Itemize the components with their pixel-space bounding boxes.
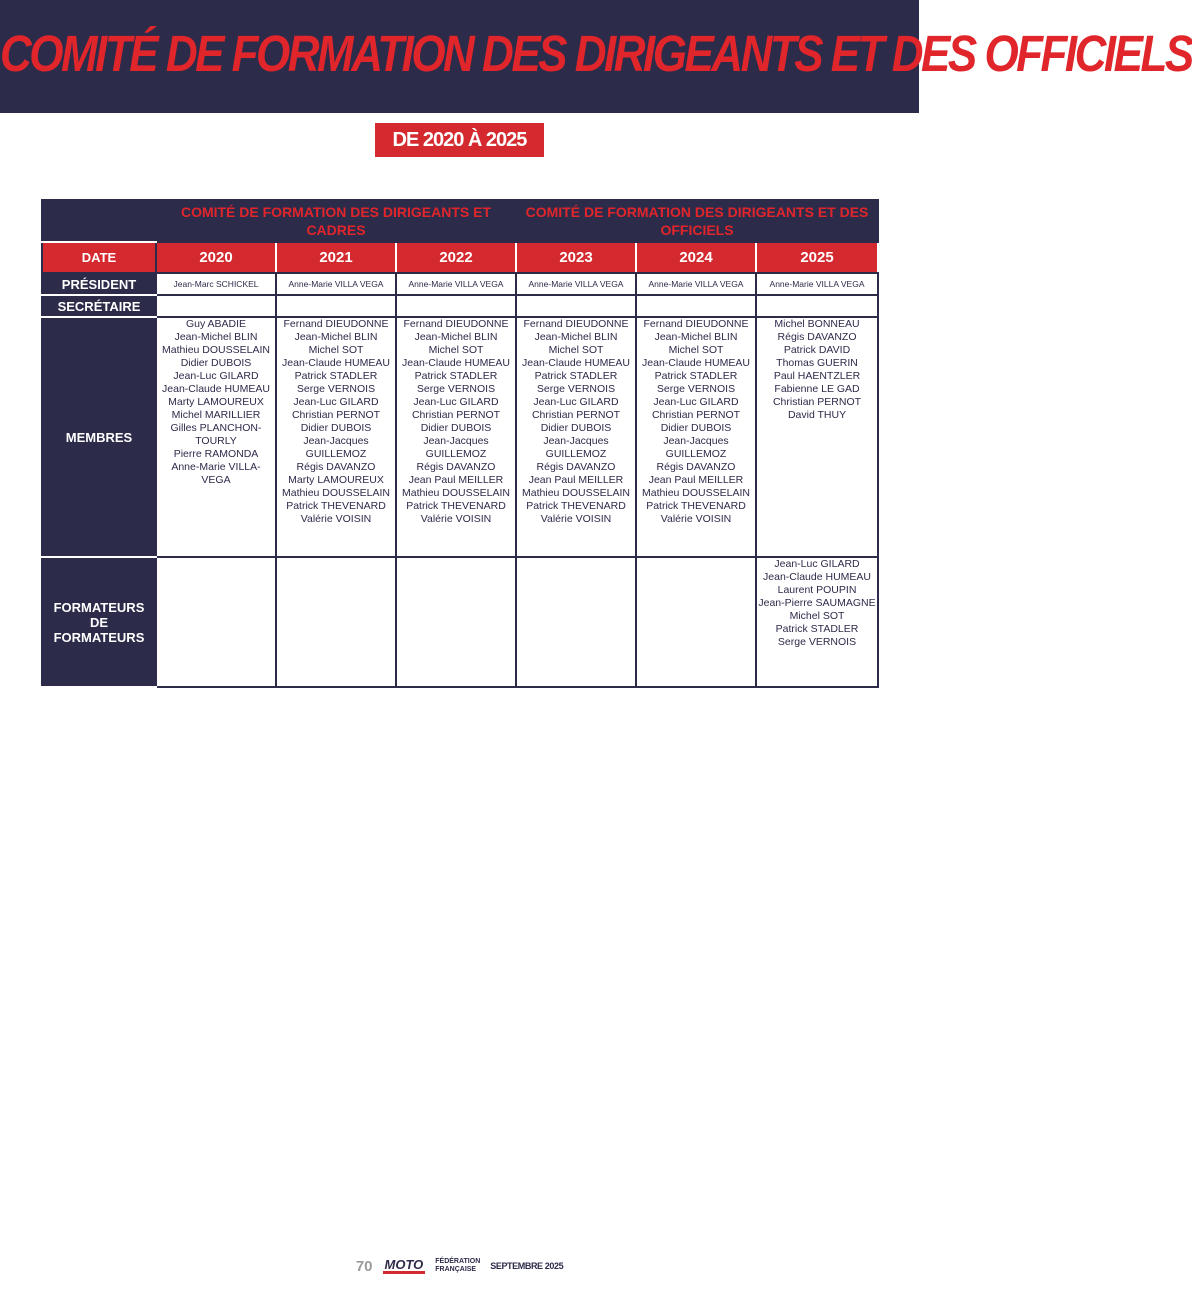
member-name: Régis DAVANZO <box>416 461 496 473</box>
member-name: Fabienne LE GAD <box>774 383 860 395</box>
page-footer <box>0 1255 919 1277</box>
formateurs-cell <box>276 557 396 687</box>
member-name: Christian PERNOT <box>772 396 862 408</box>
member-name: Jean-Claude HUMEAU <box>763 571 871 583</box>
member-name: Jean-Michel BLIN <box>534 331 618 343</box>
member-name: Valérie VOISIN <box>660 513 732 525</box>
member-name: Jean-Michel BLIN <box>294 331 378 343</box>
president-cell: Anne-Marie VILLA VEGA <box>396 273 516 295</box>
president-cell: Anne-Marie VILLA VEGA <box>756 273 878 295</box>
member-name: Mathieu DOUSSELAIN <box>642 487 750 499</box>
member-name: Jean Paul MEILLER <box>648 474 744 486</box>
member-name: Jean-Michel BLIN <box>654 331 738 343</box>
member-name: Jean-Claude HUMEAU <box>642 357 750 369</box>
president-cell: Anne-Marie VILLA VEGA <box>516 273 636 295</box>
group-header-cadres: COMITÉ DE FORMATION DES DIRIGEANTS ET CADRES <box>156 200 516 242</box>
member-name: Fernand DIEUDONNE <box>283 318 389 330</box>
member-name: Marty LAMOUREUX <box>288 474 384 486</box>
member-name: Michel BONNEAU <box>774 318 860 330</box>
corner-cell <box>42 200 156 242</box>
year-2020: 2020 <box>156 242 276 273</box>
member-name: Patrick DAVID <box>783 344 851 356</box>
member-name: Jean-Claude HUMEAU <box>402 357 510 369</box>
federation-line-1: FÉDÉRATION <box>435 1258 481 1265</box>
formateurs-cell <box>756 557 878 687</box>
year-2025: 2025 <box>756 242 878 273</box>
secretaire-label: SECRÉTAIRE <box>42 295 156 317</box>
secretaire-cell <box>756 295 878 317</box>
member-name: Jean-Luc GILARD <box>533 396 619 408</box>
member-name: Michel SOT <box>308 344 364 356</box>
year-2021: 2021 <box>276 242 396 273</box>
member-name: Patrick STADLER <box>414 370 498 382</box>
title-banner <box>0 0 1192 113</box>
member-name: Fernand DIEUDONNE <box>643 318 749 330</box>
member-name: Jean-Claude HUMEAU <box>522 357 630 369</box>
member-name: Marty LAMOUREUX <box>168 396 264 408</box>
member-name: Thomas GUERIN <box>776 357 858 369</box>
committee-table <box>41 199 879 688</box>
federation-line-2: FRANÇAISE <box>435 1266 477 1273</box>
president-cell: Jean-Marc SCHICKEL <box>156 273 276 295</box>
member-name: Patrick THEVENARD <box>286 500 386 512</box>
date-label: DATE <box>42 242 156 273</box>
member-name: Valérie VOISIN <box>300 513 372 525</box>
member-name: Jean-Michel BLIN <box>174 331 258 343</box>
member-name: Michel SOT <box>668 344 724 356</box>
secretaire-cell <box>636 295 756 317</box>
secretaire-cell <box>516 295 636 317</box>
year-2024: 2024 <box>636 242 756 273</box>
date-row <box>42 242 878 273</box>
member-name: Didier DUBOIS <box>660 422 732 434</box>
members-cell <box>516 317 636 557</box>
member-name: Laurent POUPIN <box>777 584 857 596</box>
member-name: Patrick STADLER <box>294 370 378 382</box>
member-name: David THUY <box>787 409 847 421</box>
member-name: Patrick STADLER <box>775 623 859 635</box>
members-cell <box>636 317 756 557</box>
member-name: Paul HAENTZLER <box>773 370 861 382</box>
secretaire-row <box>42 295 878 317</box>
member-name: Jean-Luc GILARD <box>413 396 499 408</box>
member-name: Serge VERNOIS <box>296 383 376 395</box>
member-name: Patrick STADLER <box>654 370 738 382</box>
secretaire-cell <box>396 295 516 317</box>
group-header-officiels: COMITÉ DE FORMATION DES DIRIGEANTS ET DES OFFICIELS <box>516 200 878 242</box>
member-name: Jean Paul MEILLER <box>528 474 624 486</box>
member-name: Fernand DIEUDONNE <box>523 318 629 330</box>
member-name: Michel SOT <box>548 344 604 356</box>
member-name: Jean-Luc GILARD <box>774 558 860 570</box>
member-name: Serge VERNOIS <box>656 383 736 395</box>
member-name: Christian PERNOT <box>651 409 741 421</box>
member-name: Jean-Jacques GUILLEMOZ <box>543 435 609 460</box>
member-name: Pierre RAMONDA <box>173 448 259 460</box>
member-name: Christian PERNOT <box>531 409 621 421</box>
member-name: Patrick THEVENARD <box>526 500 626 512</box>
moto-logo: MOTO <box>384 1257 424 1272</box>
member-name: Patrick STADLER <box>534 370 618 382</box>
member-name: Didier DUBOIS <box>420 422 492 434</box>
group-header-row <box>42 200 878 242</box>
year-2022: 2022 <box>396 242 516 273</box>
member-name: Serge VERNOIS <box>777 636 857 648</box>
formateurs-cell <box>156 557 276 687</box>
page-title: COMITÉ DE FORMATION DES DIRIGEANTS ET DES OFFICIELS <box>0 26 1192 83</box>
formateurs-row <box>42 557 878 687</box>
member-name: Jean-Jacques GUILLEMOZ <box>303 435 369 460</box>
year-2023: 2023 <box>516 242 636 273</box>
member-name: Mathieu DOUSSELAIN <box>522 487 630 499</box>
member-name: Patrick THEVENARD <box>646 500 746 512</box>
member-name: Jean-Claude HUMEAU <box>162 383 270 395</box>
member-name: Régis DAVANZO <box>296 461 376 473</box>
members-row <box>42 317 878 557</box>
member-name: Serge VERNOIS <box>416 383 496 395</box>
member-name: Patrick THEVENARD <box>406 500 506 512</box>
formateurs-cell <box>396 557 516 687</box>
member-name: Fernand DIEUDONNE <box>403 318 509 330</box>
page-number: 70 <box>355 1257 373 1275</box>
secretaire-cell <box>156 295 276 317</box>
secretaire-cell <box>276 295 396 317</box>
member-name: Régis DAVANZO <box>656 461 736 473</box>
member-name: Michel SOT <box>428 344 484 356</box>
formateurs-cell <box>516 557 636 687</box>
member-name: Valérie VOISIN <box>540 513 612 525</box>
members-cell <box>396 317 516 557</box>
president-cell: Anne-Marie VILLA VEGA <box>276 273 396 295</box>
member-name: Jean-Jacques GUILLEMOZ <box>663 435 729 460</box>
member-name: Didier DUBOIS <box>540 422 612 434</box>
period-badge: DE 2020 À 2025 <box>375 123 544 157</box>
federation-name <box>435 1258 480 1274</box>
member-name: Michel SOT <box>789 610 845 622</box>
member-name: Jean-Claude HUMEAU <box>282 357 390 369</box>
member-name: Christian PERNOT <box>411 409 501 421</box>
member-name: Jean-Luc GILARD <box>653 396 739 408</box>
member-name: Jean-Luc GILARD <box>293 396 379 408</box>
president-cell: Anne-Marie VILLA VEGA <box>636 273 756 295</box>
member-name: Guy ABADIE <box>185 318 247 330</box>
member-name: Gilles PLANCHON-TOURLY <box>170 422 262 447</box>
president-row <box>42 273 878 295</box>
formateurs-label: FORMATEURS DE FORMATEURS <box>42 557 156 687</box>
member-name: Didier DUBOIS <box>300 422 372 434</box>
member-name: Mathieu DOUSSELAIN <box>402 487 510 499</box>
members-cell <box>156 317 276 557</box>
member-name: Valérie VOISIN <box>420 513 492 525</box>
member-name: Régis DAVANZO <box>536 461 616 473</box>
member-name: Jean-Michel BLIN <box>414 331 498 343</box>
edition-label: SEPTEMBRE 2025 <box>490 1261 564 1271</box>
formateurs-cell <box>636 557 756 687</box>
member-name: Jean Paul MEILLER <box>408 474 504 486</box>
member-name: Jean-Pierre SAUMAGNE <box>758 597 876 609</box>
member-name: Anne-Marie VILLA-VEGA <box>171 461 261 486</box>
members-cell <box>276 317 396 557</box>
member-name: Jean-Jacques GUILLEMOZ <box>423 435 489 460</box>
member-name: Mathieu DOUSSELAIN <box>162 344 270 356</box>
member-name: Jean-Luc GILARD <box>173 370 259 382</box>
member-name: Mathieu DOUSSELAIN <box>282 487 390 499</box>
member-name: Régis DAVANZO <box>777 331 857 343</box>
membres-label: MEMBRES <box>42 317 156 557</box>
president-label: PRÉSIDENT <box>42 273 156 295</box>
member-name: Michel MARILLIER <box>171 409 261 421</box>
member-name: Didier DUBOIS <box>180 357 252 369</box>
members-cell <box>756 317 878 557</box>
member-name: Serge VERNOIS <box>536 383 616 395</box>
member-name: Christian PERNOT <box>291 409 381 421</box>
